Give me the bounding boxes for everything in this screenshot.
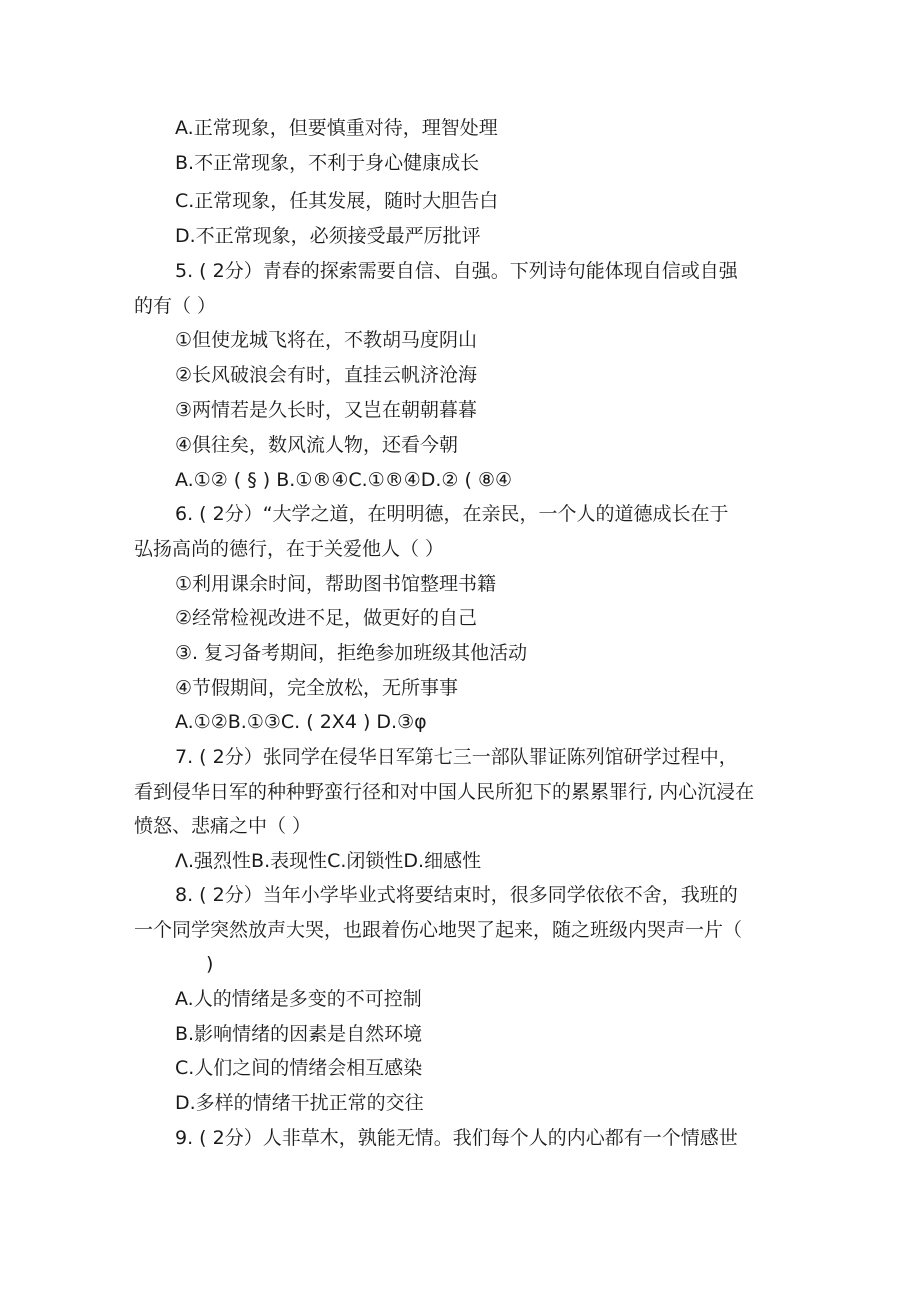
- q8-option-c: C.人们之间的情绪会相互感染: [175, 1057, 423, 1079]
- q7-stem-line-1: 7. ( 2分）张同学在侵华日军第七三一部队罪证陈列馆研学过程中，: [175, 746, 738, 768]
- q9-stem-line-1: 9. ( 2分）人非草木，孰能无情。我们每个人的内心都有一个情感世: [175, 1127, 738, 1149]
- q6-item-3: ③. 复习备考期间，拒绝参加班级其他活动: [175, 642, 528, 664]
- q8-stem-line-2: 一个同学突然放声大哭，也跟着伤心地哭了起来，随之班级内哭声一片（: [134, 919, 743, 941]
- q6-stem-line-2: 弘扬高尚的德行，在于关爱他人（ ）: [134, 538, 445, 560]
- q5-item-3: ③两情若是久长时，又岂在朝朝暮暮: [175, 399, 478, 421]
- q6-stem-line-1: 6. ( 2分）“大学之道，在明明德，在亲民，一个人的道德成长在于: [175, 503, 729, 525]
- q4-option-a: A.正常现象，但要慎重对待，理智处理: [175, 117, 498, 139]
- q5-stem-line-2: 的有（ ）: [134, 295, 217, 317]
- q5-options: A.①② ( § ) B.①®④C.①®④D.② ( ⑧④: [175, 469, 513, 491]
- q8-stem-line-1: 8. ( 2分）当年小学毕业式将要结束时，很多同学依依不舍，我班的: [175, 884, 738, 906]
- q6-item-2: ②经常检视改进不足，做更好的自己: [175, 607, 478, 629]
- q7-options: Λ.强烈性B.表现性C.闭锁性D.细感性: [175, 850, 482, 872]
- q8-option-a: A.人的情绪是多变的不可控制: [175, 988, 422, 1010]
- q5-item-1: ①但使龙城飞将在，不教胡马度阴山: [175, 329, 478, 351]
- q7-stem-line-2: 看到侵华日军的种种野蛮行径和对中国人民所犯下的累累罪行, 内心沉浸在: [134, 781, 755, 803]
- q6-item-1: ①利用课余时间，帮助图书馆整理书籍: [175, 573, 497, 595]
- q8-option-b: B.影响情绪的因素是自然环境: [175, 1023, 423, 1045]
- q6-options: A.①②B.①③C. ( 2X4 ) D.③φ: [175, 711, 427, 733]
- q4-option-c: C.正常现象，任其发展，随时大胆告白: [175, 190, 499, 212]
- q4-option-d: D.不正常现象，必须接受最严厉批评: [175, 225, 481, 247]
- q5-item-2: ②长风破浪会有时，直挂云帆济沧海: [175, 364, 478, 386]
- q8-option-d: D.多样的情绪干扰正常的交往: [175, 1092, 424, 1114]
- q4-option-b: B.不正常现象，不利于身心健康成长: [175, 152, 480, 174]
- q6-item-4: ④节假期间，完全放松，无所事事: [175, 677, 459, 699]
- q8-stem-line-3: ): [206, 953, 214, 975]
- q7-stem-line-3: 愤怒、悲痛之中（ ）: [134, 815, 312, 837]
- q5-stem-line-1: 5. ( 2分）青春的探索需要自信、自强。下列诗句能体现自信或自强: [175, 260, 738, 282]
- q5-item-4: ④俱往矣，数风流人物，还看今朝: [175, 434, 459, 456]
